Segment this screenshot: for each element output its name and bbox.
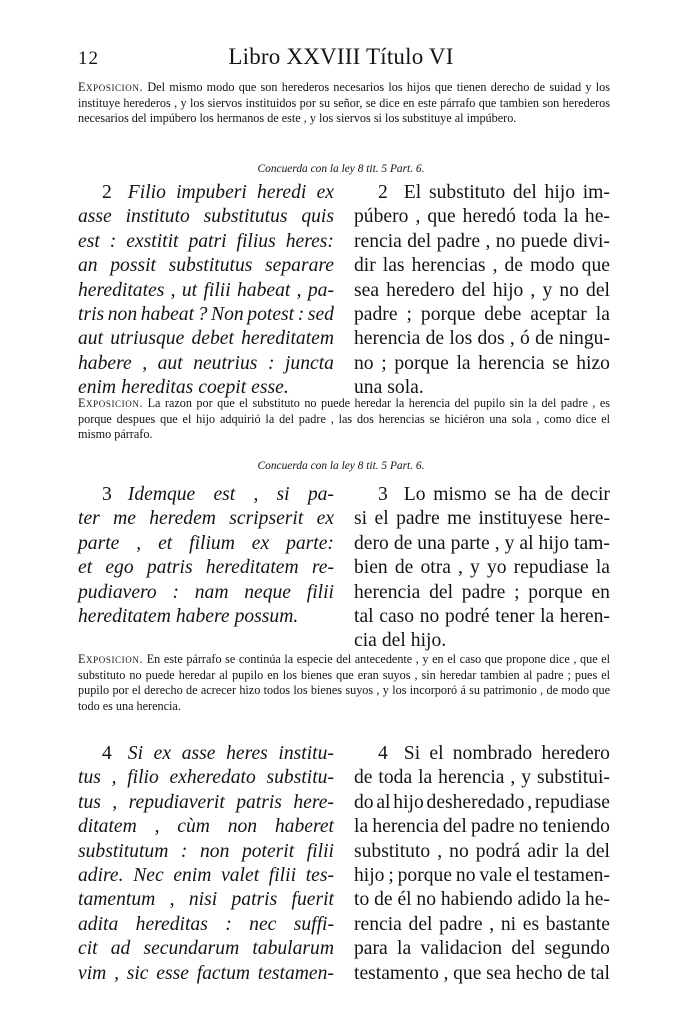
exposition-label: Exposicion. bbox=[78, 396, 144, 410]
exposition-2 bbox=[78, 396, 610, 443]
spanish-line: para la validacion del segundo bbox=[354, 938, 610, 960]
spanish-line: de toda la herencia , y substitui- bbox=[354, 767, 610, 789]
running-head: Libro XXVIII Título VI bbox=[228, 44, 454, 69]
spanish-line: 3 Lo mismo se ha de decir bbox=[354, 483, 610, 507]
spanish-line: do al hijo desheredado , repudiase bbox=[354, 791, 610, 813]
paragraph-number: 2 bbox=[102, 182, 112, 203]
exposition-text: En este párrafo se continúa la especie del antecedente , y en el caso que propone dice , que el substituto no puede heredar al pupilo en los bienes que eran suyos , sin heredar tambien al padre ; pues el pupilo por el derecho de acrecer hizo todos los bienes suyos , y los incorporó á su patrimonio , de modo que todo es una herencia. bbox=[78, 652, 610, 713]
latin-line: an possit substitutus separare bbox=[78, 255, 334, 277]
spanish-line: rencia del padre , no puede divi- bbox=[354, 230, 610, 252]
latin-line: 4 Si ex asse heres institu- bbox=[78, 742, 334, 766]
concordance-note-2: Concuerda con la ley 8 tit. 5 Part. 6. bbox=[257, 460, 425, 472]
spanish-line: hijo ; porque no vale el testamen- bbox=[354, 865, 610, 887]
latin-line: cit ad secundarum tabularum bbox=[78, 938, 334, 960]
latin-line: tris non habeat ? Non potest : sed bbox=[78, 304, 334, 326]
spanish-line: púbero , que heredó toda la he- bbox=[354, 206, 610, 228]
latin-line: substitutum : non poterit filii bbox=[78, 840, 334, 862]
paragraph-number: 3 bbox=[378, 484, 388, 505]
spanish-line: 4 Si el nombrado heredero bbox=[354, 742, 610, 766]
latin-line: tamentum , nisi patris fuerit bbox=[78, 889, 334, 911]
latin-line: ter me heredem scripserit ex bbox=[78, 508, 334, 530]
paragraph-number: 4 bbox=[378, 743, 388, 764]
latin-line: hereditates , ut filii habeat , pa- bbox=[78, 279, 334, 301]
latin-line: aut utriusque debet hereditatem bbox=[78, 328, 334, 350]
latin-line: adita hereditas : nec suffi- bbox=[78, 913, 334, 935]
latin-line: est : exstitit patri filius heres: bbox=[78, 230, 334, 252]
latin-line: vim , sic esse factum testamen- bbox=[78, 962, 334, 984]
spanish-line: dero de una parte , y al hijo tam- bbox=[354, 532, 610, 554]
latin-line: tus , filio exheredato substitu- bbox=[78, 767, 334, 789]
latin-line: 3 Idemque est , si pa- bbox=[78, 483, 334, 507]
spanish-line: testamento , que sea hecho de tal bbox=[354, 962, 610, 984]
latin-line: enim hereditas coepit esse. bbox=[78, 377, 289, 399]
concordance-note-1: Concuerda con la ley 8 tit. 5 Part. 6. bbox=[257, 163, 425, 175]
spanish-line: una sola. bbox=[354, 377, 424, 399]
spanish-line: rencia del padre , ni es bastante bbox=[354, 913, 610, 935]
spanish-line: sea heredero del hijo , y no del bbox=[354, 279, 610, 301]
exposition-1 bbox=[78, 80, 610, 127]
exposition-3 bbox=[78, 652, 610, 714]
latin-line: et ego patris hereditatem re- bbox=[78, 557, 334, 579]
latin-line: hereditatem habere possum. bbox=[78, 606, 299, 628]
latin-line: habere , aut neutrius : juncta bbox=[78, 352, 334, 374]
latin-line: adire. Nec enim valet filii tes- bbox=[78, 865, 334, 887]
latin-line: asse instituto substitutus quis bbox=[78, 206, 334, 228]
exposition-text: La razon por que el substituto no puede heredar la herencia del pupilo sin la del padre , es porque despues que el hijo adquirió la del padre , las dos herencias se hiciéron una sola , como dice el mismo párrafo. bbox=[78, 396, 610, 442]
paragraph-number: 2 bbox=[378, 182, 388, 203]
spanish-line: bien de otra , y yo repudiase la bbox=[354, 557, 610, 579]
latin-line: 2 Filio impuberi heredi ex bbox=[78, 181, 334, 205]
latin-paragraph-3 bbox=[78, 483, 334, 629]
exposition-label: Exposicion. bbox=[78, 652, 144, 666]
latin-line: ditatem , cùm non haberet bbox=[78, 816, 334, 838]
latin-line: parte , et filium ex parte: bbox=[78, 532, 334, 554]
spanish-line: herencia de los dos , ó de ningu- bbox=[354, 328, 610, 350]
spanish-paragraph-2 bbox=[354, 181, 610, 401]
spanish-line: to de él no habiendo adido la he- bbox=[354, 889, 610, 911]
spanish-line: tal caso no podré tener la heren- bbox=[354, 606, 610, 628]
spanish-line: substituto , no podrá adir la del bbox=[354, 840, 610, 862]
spanish-line: no ; porque la herencia se hizo bbox=[354, 352, 610, 374]
spanish-paragraph-3 bbox=[354, 483, 610, 654]
paragraph-number: 4 bbox=[102, 743, 112, 764]
exposition-label: Exposicion. bbox=[78, 80, 144, 94]
paragraph-number: 3 bbox=[102, 484, 112, 505]
latin-paragraph-4 bbox=[78, 742, 334, 986]
spanish-line: si el padre me instituyese here- bbox=[354, 508, 610, 530]
spanish-paragraph-4 bbox=[354, 742, 610, 986]
latin-line: pudiavero : nam neque filii bbox=[78, 581, 334, 603]
spanish-line: padre ; porque debe aceptar la bbox=[354, 304, 610, 326]
spanish-line: dir las herencias , de modo que bbox=[354, 255, 610, 277]
spanish-line: 2 El substituto del hijo im- bbox=[354, 181, 610, 205]
exposition-text: Del mismo modo que son herederos necesarios los hijos que tienen derecho de suidad y los instituye herederos , y los siervos instituidos por su señor, se dice en este párrafo que tambien son herederos necesarios del impúbero los hermanos de este , y los siervos si los substituye al impúbero. bbox=[78, 80, 611, 126]
latin-paragraph-2 bbox=[78, 181, 334, 401]
latin-line: tus , repudiaverit patris here- bbox=[78, 791, 334, 813]
spanish-line: herencia del padre ; porque en bbox=[354, 581, 610, 603]
page-number: 12 bbox=[78, 48, 99, 69]
spanish-line: la herencia del padre no teniendo bbox=[354, 816, 610, 838]
spanish-line: cia del hijo. bbox=[354, 630, 447, 652]
